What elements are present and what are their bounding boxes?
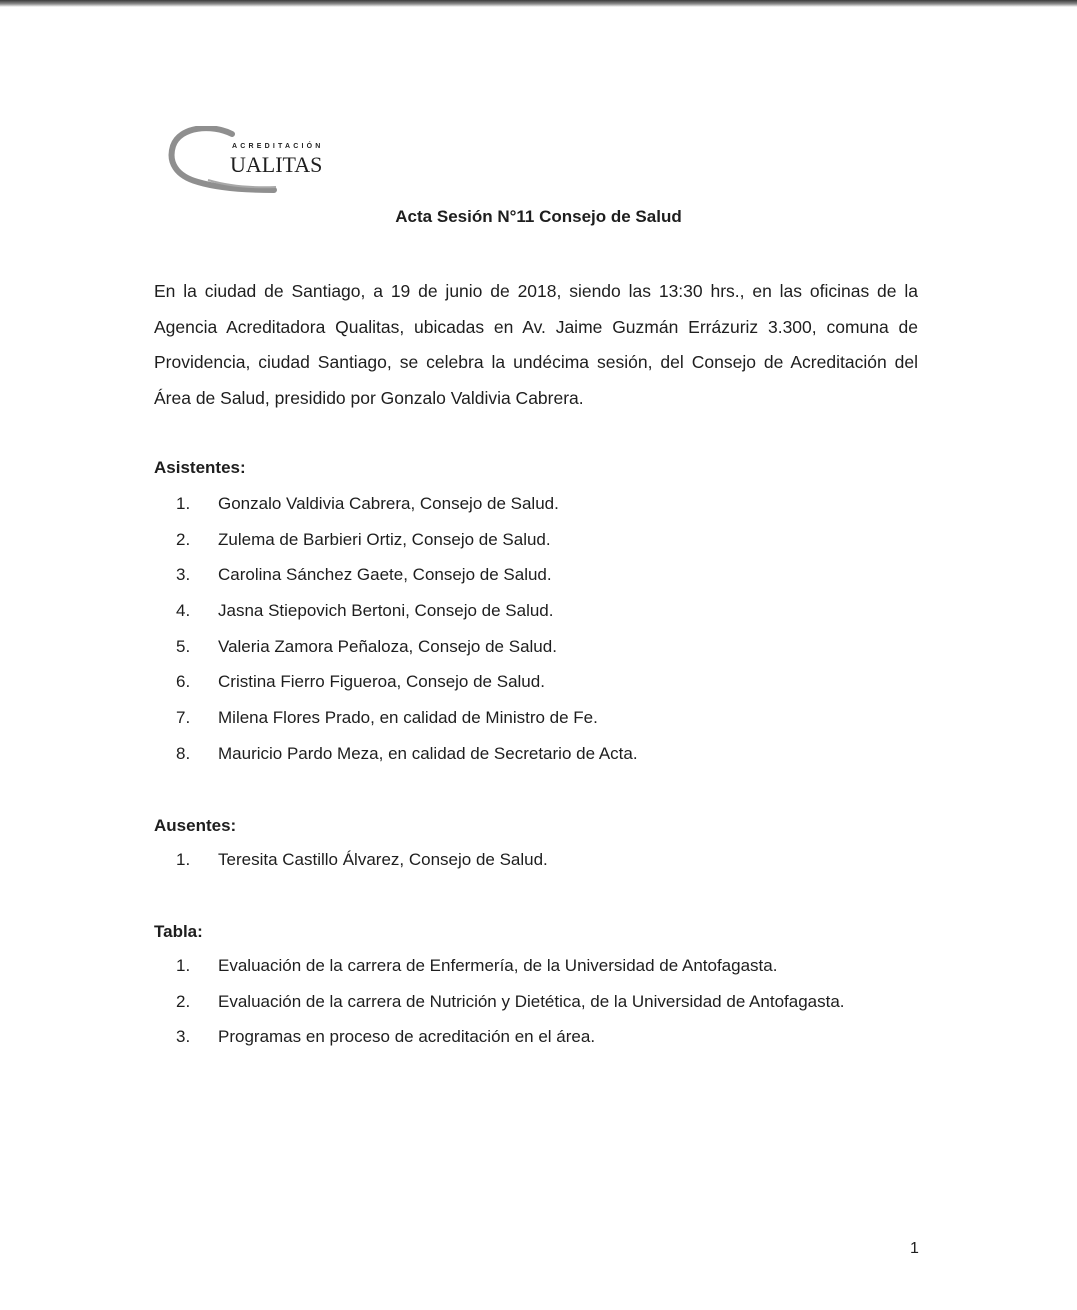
list-number: 2. bbox=[176, 529, 191, 549]
document-title-text: Acta Sesión N°11 Consejo de Salud bbox=[395, 207, 682, 226]
list-item bbox=[176, 486, 638, 522]
list-number: 1. bbox=[176, 494, 191, 513]
document-title bbox=[0, 207, 1077, 227]
list-text: Valeria Zamora Peñaloza, Consejo de Salud. bbox=[218, 636, 557, 656]
list-text: Milena Flores Prado, en calidad de Ministro de Fe. bbox=[218, 708, 598, 728]
list-text: Gonzalo Valdivia Cabrera, Consejo de Salud. bbox=[218, 494, 559, 513]
list-item bbox=[176, 664, 638, 700]
list-text: Carolina Sánchez Gaete, Consejo de Salud. bbox=[218, 565, 552, 585]
list-item bbox=[176, 557, 638, 593]
logo-main-text: UALITAS bbox=[230, 152, 323, 177]
logo-small-text: ACREDITACIÓN bbox=[232, 143, 324, 150]
list-number: 2. bbox=[176, 991, 191, 1011]
tabla-list bbox=[176, 948, 845, 1055]
list-number: 1. bbox=[176, 956, 191, 975]
list-number: 3. bbox=[176, 565, 191, 585]
list-item bbox=[176, 593, 638, 629]
list-number: 5. bbox=[176, 636, 191, 656]
page-number: 1 bbox=[910, 1240, 919, 1257]
asistentes-list bbox=[176, 486, 638, 772]
list-number: 4. bbox=[176, 601, 191, 621]
list-text: Evaluación de la carrera de Enfermería, de la Universidad de Antofagasta. bbox=[218, 956, 778, 975]
list-text: Jasna Stiepovich Bertoni, Consejo de Salud. bbox=[218, 601, 554, 621]
list-item bbox=[176, 842, 548, 878]
list-number: 3. bbox=[176, 1027, 191, 1047]
list-number: 6. bbox=[176, 672, 191, 692]
ausentes-list bbox=[176, 842, 548, 878]
list-text: Programas en proceso de acreditación en el área. bbox=[218, 1027, 596, 1047]
list-text: Teresita Castillo Álvarez, Consejo de Salud. bbox=[218, 850, 548, 869]
list-item bbox=[176, 736, 638, 772]
list-text: Evaluación de la carrera de Nutrición y Dietética, de la Universidad de Antofagasta. bbox=[218, 991, 845, 1011]
list-number: 1. bbox=[176, 850, 191, 869]
list-number: 8. bbox=[176, 743, 191, 763]
list-number: 7. bbox=[176, 708, 191, 728]
scan-edge bbox=[0, 0, 1077, 7]
ausentes-heading: Ausentes: bbox=[154, 816, 237, 835]
list-item bbox=[176, 629, 638, 665]
list-text: Cristina Fierro Figueroa, Consejo de Salud. bbox=[218, 672, 545, 692]
intro-paragraph: En la ciudad de Santiago, a 19 de junio de 2018, siendo las 13:30 hrs., en las oficinas de la Agencia Acreditadora Qualitas, ubicadas en Av. Jaime Guzmán Errázuriz 3.300, comuna de Providencia, ciudad Santiago, se celebra la undécima sesión, del Consejo de Acreditación del Área de Salud, presidido por Gonzalo Valdivia Cabrera. bbox=[154, 281, 918, 408]
tabla-heading: Tabla: bbox=[154, 922, 203, 941]
list-item bbox=[176, 700, 638, 736]
list-item bbox=[176, 522, 638, 558]
list-item bbox=[176, 984, 845, 1020]
qualitas-logo bbox=[168, 126, 343, 198]
list-text: Zulema de Barbieri Ortiz, Consejo de Salud. bbox=[218, 529, 551, 549]
list-item bbox=[176, 948, 845, 984]
asistentes-heading: Asistentes: bbox=[154, 458, 246, 477]
list-text: Mauricio Pardo Meza, en calidad de Secretario de Acta. bbox=[218, 743, 638, 763]
list-item bbox=[176, 1019, 845, 1055]
